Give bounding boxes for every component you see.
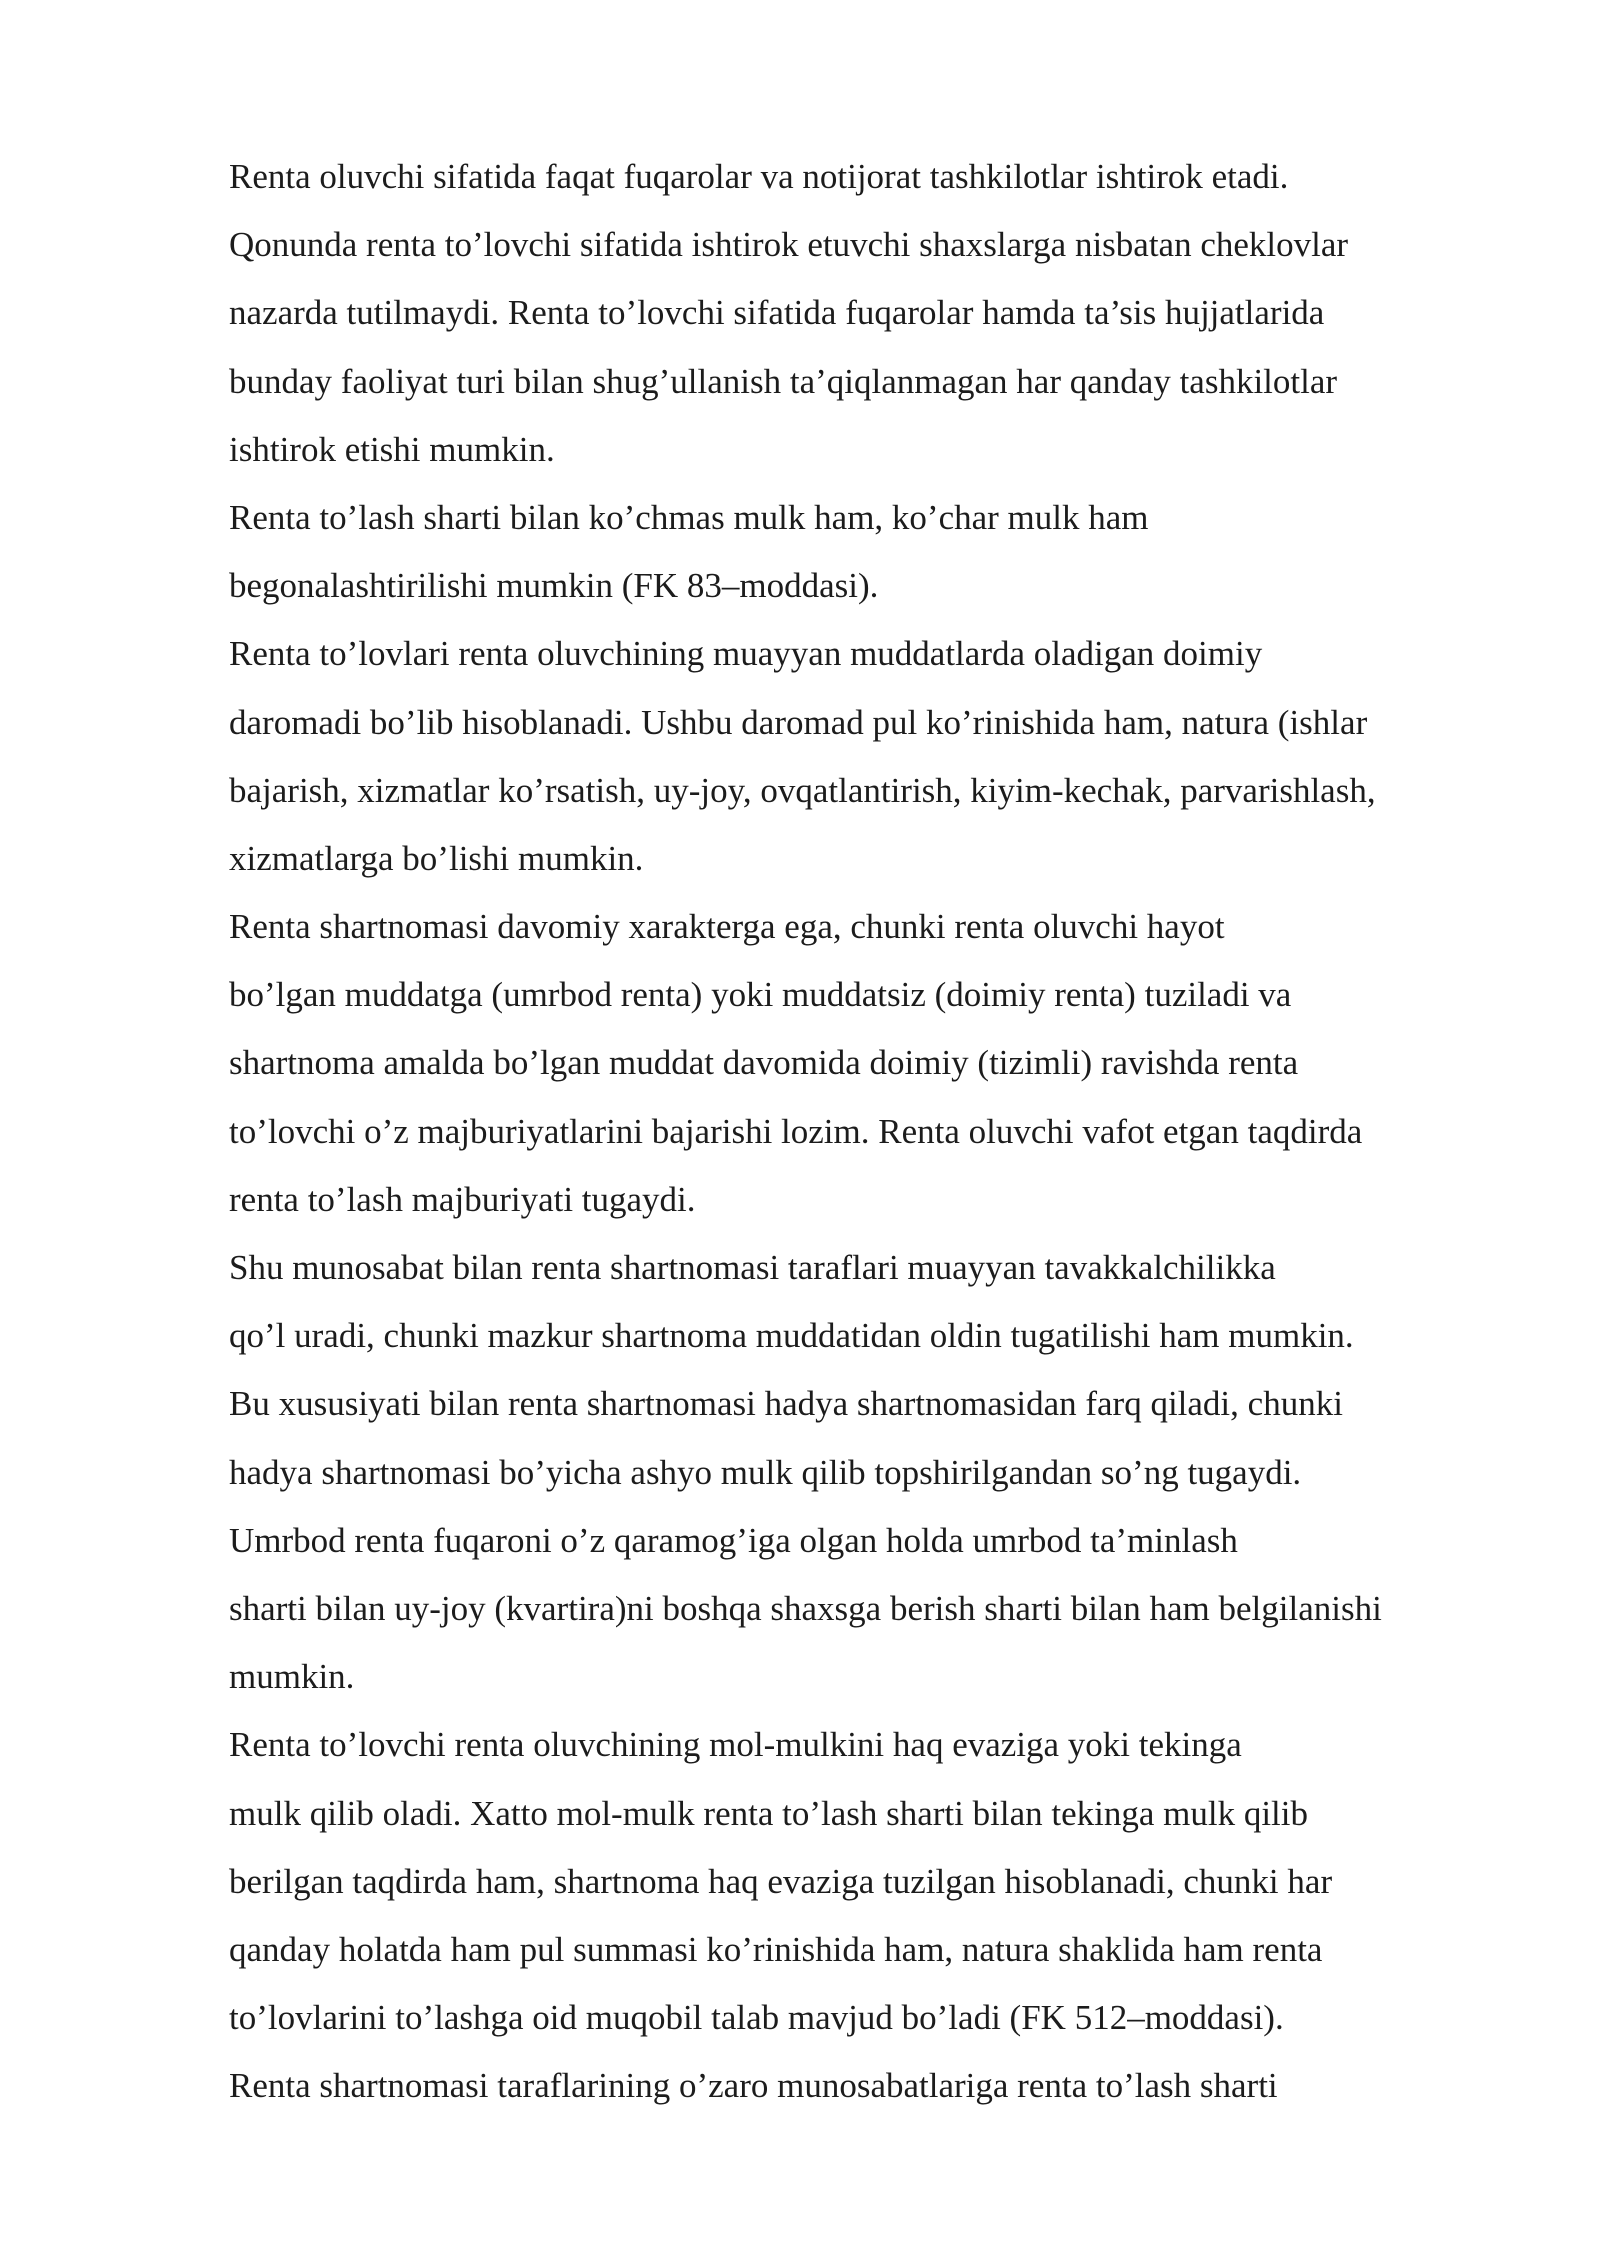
text-line: berilgan taqdirda ham, shartnoma haq evaziga tuzilgan hisoblanadi, chunki har	[229, 1861, 1333, 1901]
text-line: daromadi bo’lib hisoblanadi. Ushbu daromad pul ko’rinishida ham, natura (ishlar	[229, 702, 1368, 742]
text-line: bajarish, xizmatlar ko’rsatish, uy-joy, ovqatlantirish, kiyim-kechak, parvarishlash,	[229, 770, 1376, 810]
text-line: Umrbod renta fuqaroni o’z qaramog’iga olgan holda umrbod ta’minlash	[229, 1520, 1238, 1560]
text-line: ishtirok etishi mumkin.	[229, 429, 555, 469]
text-line: to’lovlarini to’lashga oid muqobil talab mavjud bo’ladi (FK 512–moddasi).	[229, 1998, 1284, 2038]
text-line: Qonunda renta to’lovchi sifatida ishtirok etuvchi shaxslarga nisbatan cheklovlar	[229, 225, 1349, 265]
text-line: Renta to’lovchi renta oluvchining mol-mulkini haq evaziga yoki tekinga	[229, 1725, 1242, 1765]
text-line: Renta to’lovlari renta oluvchining muayyan muddatlarda oladigan doimiy	[229, 634, 1263, 674]
text-line: to’lovchi o’z majburiyatlarini bajarishi lozim. Renta oluvchi vafot etgan taqdirda	[229, 1111, 1363, 1151]
text-line: Renta to’lash sharti bilan ko’chmas mulk ham, ko’char mulk ham	[229, 497, 1149, 537]
text-line: shartnoma amalda bo’lgan muddat davomida doimiy (tizimli) ravishda renta	[229, 1043, 1299, 1083]
text-line: Renta shartnomasi davomiy xarakterga ega, chunki renta oluvchi hayot	[229, 907, 1225, 947]
text-line: nazarda tutilmaydi. Renta to’lovchi sifatida fuqarolar hamda ta’sis hujjatlarida	[229, 293, 1325, 333]
text-line: mumkin.	[229, 1657, 355, 1697]
text-line: qo’l uradi, chunki mazkur shartnoma muddatidan oldin tugatilishi ham mumkin.	[229, 1316, 1354, 1356]
text-line: qanday holatda ham pul summasi ko’rinishida ham, natura shaklida ham renta	[229, 1929, 1323, 1969]
text-line: hadya shartnomasi bo’yicha ashyo mulk qilib topshirilgandan so’ng tugaydi.	[229, 1452, 1302, 1492]
body-text	[229, 149, 1529, 2126]
text-line: sharti bilan uy-joy (kvartira)ni boshqa shaxsga berish sharti bilan ham belgilanishi	[229, 1588, 1382, 1628]
text-line: Bu xususiyati bilan renta shartnomasi hadya shartnomasidan farq qiladi, chunki	[229, 1384, 1343, 1424]
text-line: begonalashtirilishi mumkin (FK 83–moddasi).	[229, 566, 879, 606]
text-line: renta to’lash majburiyati tugaydi.	[229, 1179, 696, 1219]
text-line: Shu munosabat bilan renta shartnomasi taraflari muayyan tavakkalchilikka	[229, 1248, 1276, 1287]
text-line: Renta oluvchi sifatida faqat fuqarolar va notijorat tashkilotlar ishtirok etadi.	[229, 157, 1289, 196]
text-line: Renta shartnomasi taraflarining o’zaro munosabatlariga renta to’lash sharti	[229, 2066, 1278, 2106]
text-line: mulk qilib oladi. Xatto mol-mulk renta to’lash sharti bilan tekinga mulk qilib	[229, 1793, 1309, 1833]
text-line: xizmatlarga bo’lishi mumkin.	[229, 838, 644, 878]
text-line: bo’lgan muddatga (umrbod renta) yoki muddatsiz (doimiy renta) tuziladi va	[229, 975, 1292, 1015]
text-line: bunday faoliyat turi bilan shug’ullanish ta’qiqlanmagan har qanday tashkilotlar	[229, 361, 1338, 401]
